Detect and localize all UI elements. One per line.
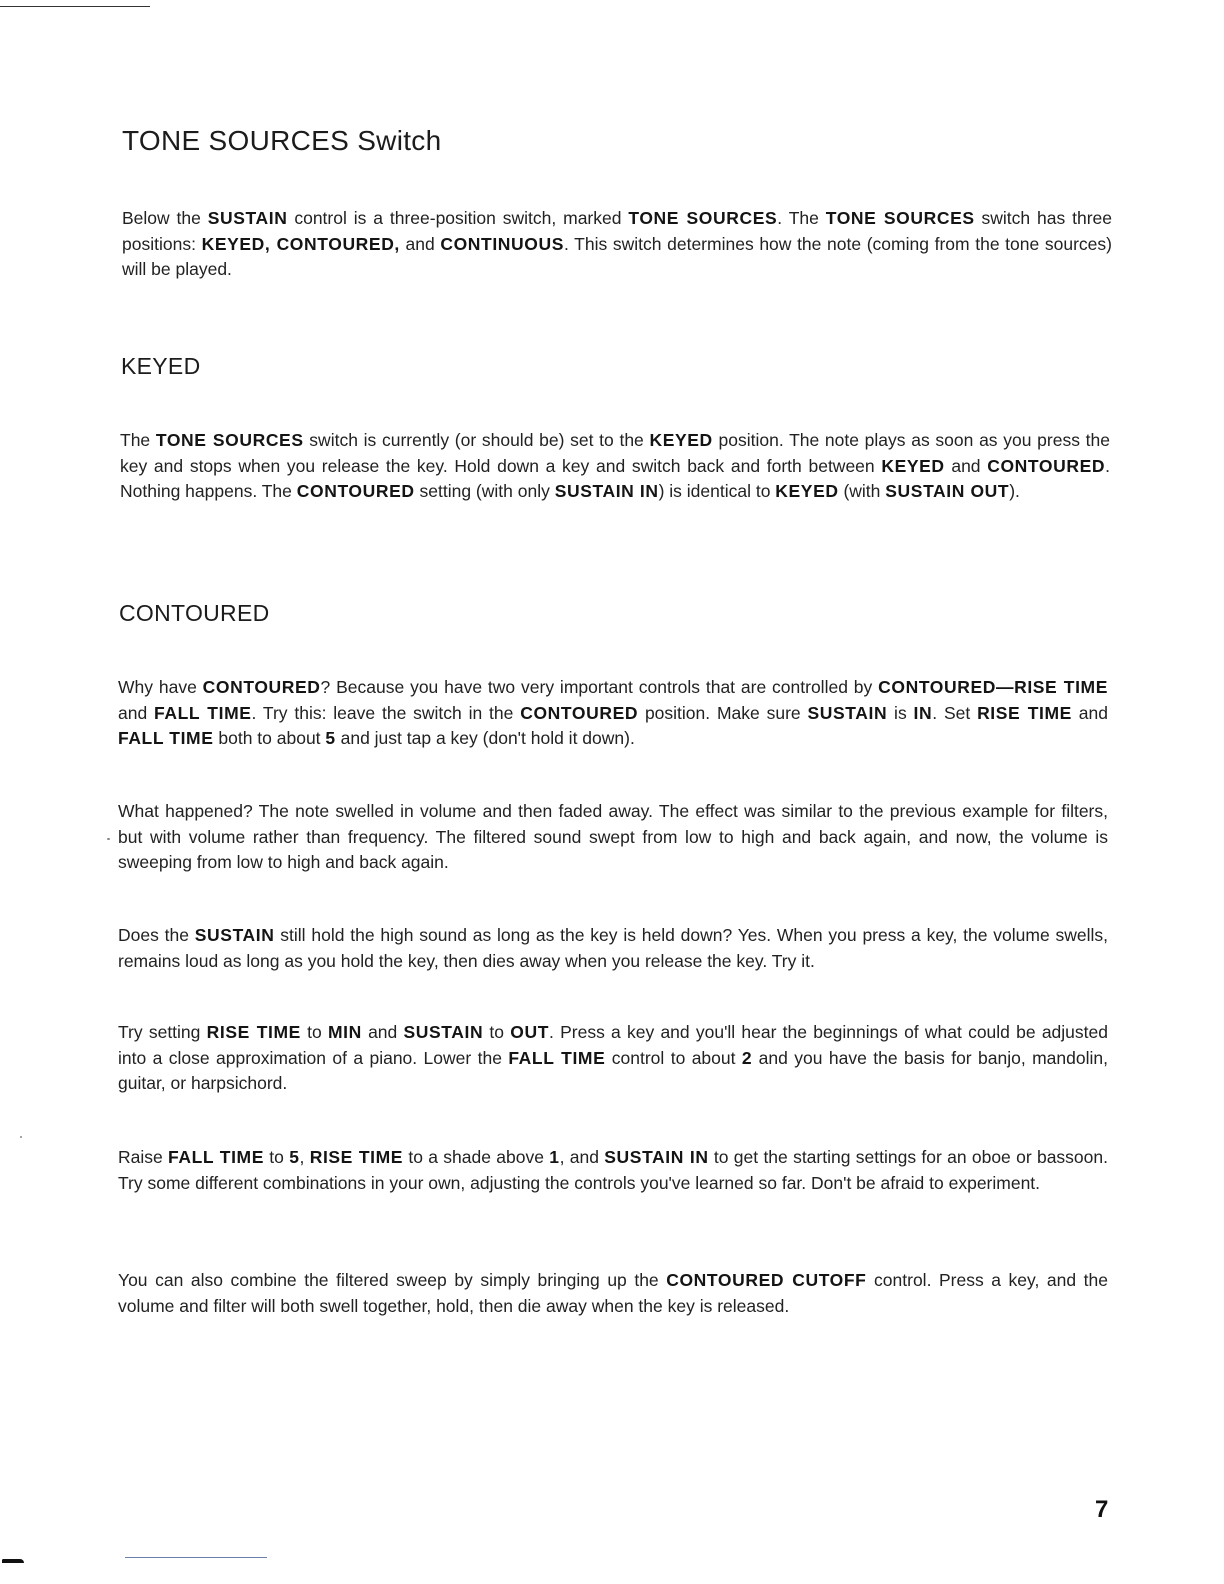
text-run: control. Press a key, and the volume and filter will both swell together, hold, then die away when the key is released.	[118, 1270, 1108, 1316]
paragraph-keyed	[120, 428, 1110, 505]
bold-term: SUSTAIN OUT	[885, 481, 1010, 501]
scan-edge-line-top	[0, 6, 150, 7]
paragraph-contoured-cutoff	[118, 1268, 1108, 1319]
section-title-contoured: CONTOURED	[119, 600, 270, 626]
paragraph-oboe-settings	[118, 1145, 1108, 1196]
text-run: control is a three-position switch, marked	[287, 208, 629, 228]
bold-term: SUSTAIN IN	[554, 481, 659, 501]
bold-term: 5	[289, 1147, 300, 1167]
text-run: to	[483, 1022, 511, 1042]
text-run: switch has three positions:	[122, 208, 1113, 254]
text-run: . This switch determines how the note (coming from the tone sources) will be played.	[122, 233, 1112, 279]
text-run: to	[263, 1147, 290, 1167]
scan-corner-mark	[2, 1559, 24, 1563]
text-run: (with	[838, 481, 886, 501]
text-run: switch is currently (or should be) set to the	[303, 430, 650, 450]
text-run: to get the starting settings for an oboe or bassoon. Try some different combinations in your own, adjusting the controls you've learned so far. Don't be afraid to experiment.	[118, 1147, 1108, 1193]
bold-term: SUSTAIN IN	[604, 1147, 709, 1167]
text-run: Does the	[118, 925, 195, 945]
text-run: Raise	[118, 1147, 169, 1167]
text-run: and	[944, 455, 988, 476]
scan-speck	[20, 1136, 22, 1138]
bold-term: 5	[325, 728, 336, 748]
paragraph-contoured-why	[118, 675, 1108, 752]
bold-term: SUSTAIN	[194, 925, 275, 945]
paragraph-sustain-question	[118, 923, 1108, 974]
bold-term: FALL TIME	[154, 702, 252, 723]
text-run: still hold the high sound as long as the key is held down? Yes. When you press a key, the volume swells, remains loud as long as you hold the key, then dies away when you release the key. Try it.	[118, 925, 1109, 971]
bold-term: TONE SOURCES	[155, 430, 304, 450]
bold-term: FALL TIME	[118, 728, 214, 748]
bold-term: KEYED	[649, 430, 713, 450]
bold-term: FALL TIME	[508, 1047, 606, 1068]
text-run: and you have the basis for banjo, mandolin, guitar, or harpsichord.	[118, 1047, 1108, 1093]
bold-term: MIN	[327, 1022, 362, 1042]
text-run: ? Because you have two very important controls that are controlled by	[320, 677, 879, 697]
bold-term: KEYED, CONTOURED,	[201, 233, 400, 254]
bold-term: KEYED	[775, 481, 839, 501]
bold-term: FALL TIME	[168, 1147, 264, 1167]
bold-term: TONE SOURCES	[628, 208, 778, 228]
text-run: , and	[559, 1147, 605, 1167]
bold-term: IN	[913, 702, 933, 723]
section-title-keyed: KEYED	[121, 353, 201, 379]
scan-edge-line-bottom	[125, 1557, 267, 1558]
text-run: Below the	[122, 208, 208, 228]
text-run: and	[118, 702, 155, 723]
bold-term: TONE SOURCES	[825, 208, 975, 228]
text-run: position. Make sure	[638, 702, 808, 723]
paragraph-what-happened	[118, 799, 1108, 876]
bold-term: SUSTAIN	[207, 208, 288, 228]
bold-term: CONTOURED	[296, 481, 415, 501]
bold-term: CONTOURED	[520, 702, 639, 723]
text-run: to a shade above	[403, 1147, 550, 1167]
text-run: and	[1071, 702, 1108, 723]
text-run: both to about	[213, 728, 326, 748]
bold-term: RISE TIME	[206, 1022, 301, 1042]
text-run: is	[887, 702, 914, 723]
bold-term: SUSTAIN	[403, 1022, 484, 1042]
bold-term: CONTINUOUS	[440, 233, 564, 254]
bold-term: CONTOURED	[987, 455, 1106, 476]
paragraph-tone-sources-intro	[122, 206, 1112, 283]
text-run: Try setting	[118, 1022, 207, 1042]
text-run: position. The note plays as soon as you press the key and stops when you release the key. Hold down a key and switch back and forth between	[120, 430, 1110, 476]
bold-term: RISE TIME	[309, 1147, 404, 1167]
text-run: . Try this: leave the switch in the	[251, 702, 521, 723]
text-run: and just tap a key (don't hold it down).	[335, 728, 635, 748]
text-run: . Set	[932, 702, 978, 723]
text-run: . The	[777, 208, 826, 228]
text-run: to	[300, 1022, 328, 1042]
text-run: and	[361, 1022, 404, 1042]
paragraph-piano-settings	[118, 1020, 1108, 1097]
text-run: . Nothing happens. The	[120, 455, 1110, 501]
bold-term: KEYED	[881, 455, 945, 476]
text-run: Why have	[118, 677, 203, 697]
text-run: You can also combine the filtered sweep by simply bringing up the	[118, 1270, 667, 1290]
text-run: . Press a key and you'll hear the beginnings of what could be adjusted into a close approximation of a piano. Lower the	[118, 1022, 1108, 1068]
page-number: 7	[1095, 1496, 1109, 1523]
text-run: What happened? The note swelled in volume and then faded away. The effect was similar to the previous example for filters, but with volume rather than frequency. The filtered sound swept from low to high and back again, and now, the volume is sweeping from low to high and back again.	[118, 801, 1108, 872]
scan-speck	[107, 838, 110, 840]
bold-term: OUT	[510, 1022, 549, 1042]
text-run: setting (with only	[414, 481, 555, 501]
text-run: control to about	[605, 1047, 742, 1068]
text-run: ,	[299, 1147, 310, 1167]
bold-term: 2	[741, 1047, 753, 1068]
text-run: ).	[1009, 481, 1020, 501]
bold-term: CONTOURED	[202, 677, 321, 697]
text-run: ) is identical to	[658, 481, 776, 501]
text-run: The	[120, 430, 156, 450]
bold-term: RISE TIME	[977, 702, 1072, 723]
section-title-tone-sources: TONE SOURCES Switch	[122, 125, 442, 156]
bold-term: 1	[549, 1147, 560, 1167]
bold-term: CONTOURED—RISE TIME	[878, 677, 1108, 697]
bold-term: SUSTAIN	[807, 702, 888, 723]
bold-term: CONTOURED CUTOFF	[666, 1270, 867, 1290]
text-run: and	[399, 233, 441, 254]
